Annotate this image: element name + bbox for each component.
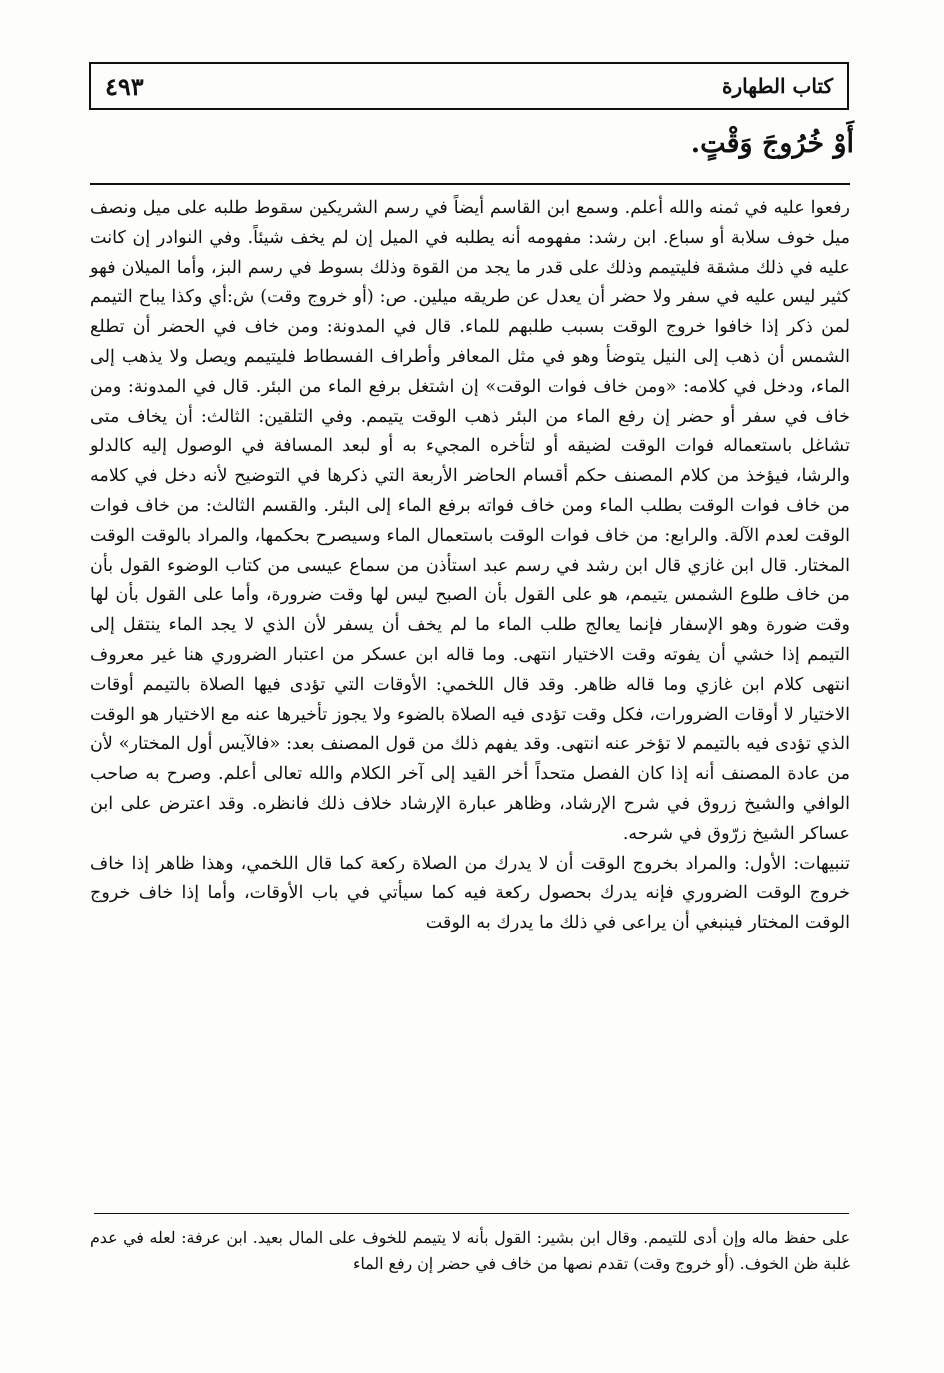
commentary-body: [90, 194, 850, 939]
footnote-text: على حفظ ماله وإن أدى للتيمم. وقال ابن بشير: القول بأنه لا يتيمم للخوف على المال بعيد. ابن عرفة: لعله في عدم غلبة ظن الخوف. (أو خروج وقت) تقدم نصها من خاف في حضر إن رفع الماء: [90, 1228, 850, 1273]
matn-text: أَوْ خُرُوجَ وَقْتٍ.: [690, 128, 854, 159]
page-header: [89, 62, 849, 110]
divider-top: [90, 183, 850, 185]
book-title: كتاب الطهارة: [722, 74, 833, 98]
footnote: [90, 1225, 850, 1277]
commentary-paragraph: رفعوا عليه في ثمنه والله أعلم. وسمع ابن القاسم أيضاً في رسم الشريكين سقوط طلبه على ميل ونصف ميل خوف سلابة أو سباع. ابن رشد: مفهومه أنه يطلبه في الميل إن لم يخف شيئاً. وفي النوادر إن كانت عليه في ذلك مشقة فليتيمم وذلك على قدر ما يجد من القوة وذلك بسوط في رسم البز، وأما الميلان فهو كثير ليس عليه في سفر ولا حضر أن يعدل عن طريقه ميلين. ص: (أو خروج وقت) ش:أي وكذا يباح التيمم لمن ذكر إذا خافوا خروج الوقت بسبب طلبهم للماء. قال في المدونة: ومن خاف في الحضر أن تطلع الشمس أن ذهب إلى النيل يتوضأ وهو في مثل المعافر وأطراف الفسطاط فليتيمم ويصل ولا يذهب إلى الماء، ودخل في كلامه: «ومن خاف فوات الوقت» إن اشتغل برفع الماء من البئر. قال في المدونة: ومن خاف في سفر أو حضر إن رفع الماء من البئر ذهب الوقت يتيمم. وفي التلقين: الثالث: أن يخاف متى تشاغل باستعماله فوات الوقت لضيقه أو لتأخره المجيء به أو لبعد المسافة في الوصول إليه كالدلو والرشا، فيؤخذ من كلام المصنف حكم أقسام الحاضر الأربعة التي ذكرها في التوضيح لأنه دخل في كلامه من خاف فوات الوقت بطلب الماء ومن خاف فواته برفع الماء إلى البئر. والقسم الثالث: من خاف فوات الوقت لعدم الآلة. والرابع: من خاف فوات الوقت باستعمال الماء وسيصرح بحكمها، والمراد بالوقت الوقت المختار. قال ابن غازي قال ابن رشد في رسم عبد استأذن من سماع عيسى من كتاب الوضوء القول بأن من خاف طلوع الشمس يتيمم، هو على القول بأن الصبح ليس لها وقت ضرورة، وأما على القول بأن لها وقت ضورة وهو الإسفار فإنما يعالج طلب الماء ما لم يخف أن يسفر لأن الذي لا يجد الماء ينتقل إلى التيمم إذا خشي أن يفوته وقت الاختيار انتهى. وما قاله ابن عسكر من اعتبار الضروري هنا غير معروف انتهى كلام ابن غازي وما قاله ظاهر. وقد قال اللخمي: الأوقات التي تؤدى فيها الصلاة بالتيمم أوقات الاختيار لا أوقات الضرورات، فكل وقت تؤدى فيه الصلاة بالضوء ولا يجوز تأخيرها عنه مع الاختيار هو الوقت الذي تؤدى فيه بالتيمم لا تؤخر عنه انتهى. وقد يفهم ذلك من قول المصنف بعد: «فالآيس أول المختار» لأن من عادة المصنف أنه إذا كان الفصل متحداً أخر القيد إلى آخر الكلام والله تعالى أعلم. وصرح به صاحب الوافي والشيخ زروق في شرح الإرشاد، وظاهر عبارة الإرشاد خلاف ذلك فانظره. وقد اعترض على ابن عساكر الشيخ زرّوق في شرحه.: [90, 198, 850, 844]
footnote-divider: [94, 1213, 849, 1214]
page-number: ٤٩٣: [105, 71, 144, 101]
notes-paragraph: تنبيهات: الأول: والمراد بخروج الوقت أن لا يدرك من الصلاة ركعة كما قال اللخمي، وهذا ظاهر إذا خاف خروج الوقت الضروري فإنه يدرك بحصول ركعة فيه كما سيأتي في باب الأوقات، وأما إذا خاف خروج الوقت المختار فينبغي أن يراعى في ذلك ما يدرك به الوقت: [90, 853, 850, 934]
